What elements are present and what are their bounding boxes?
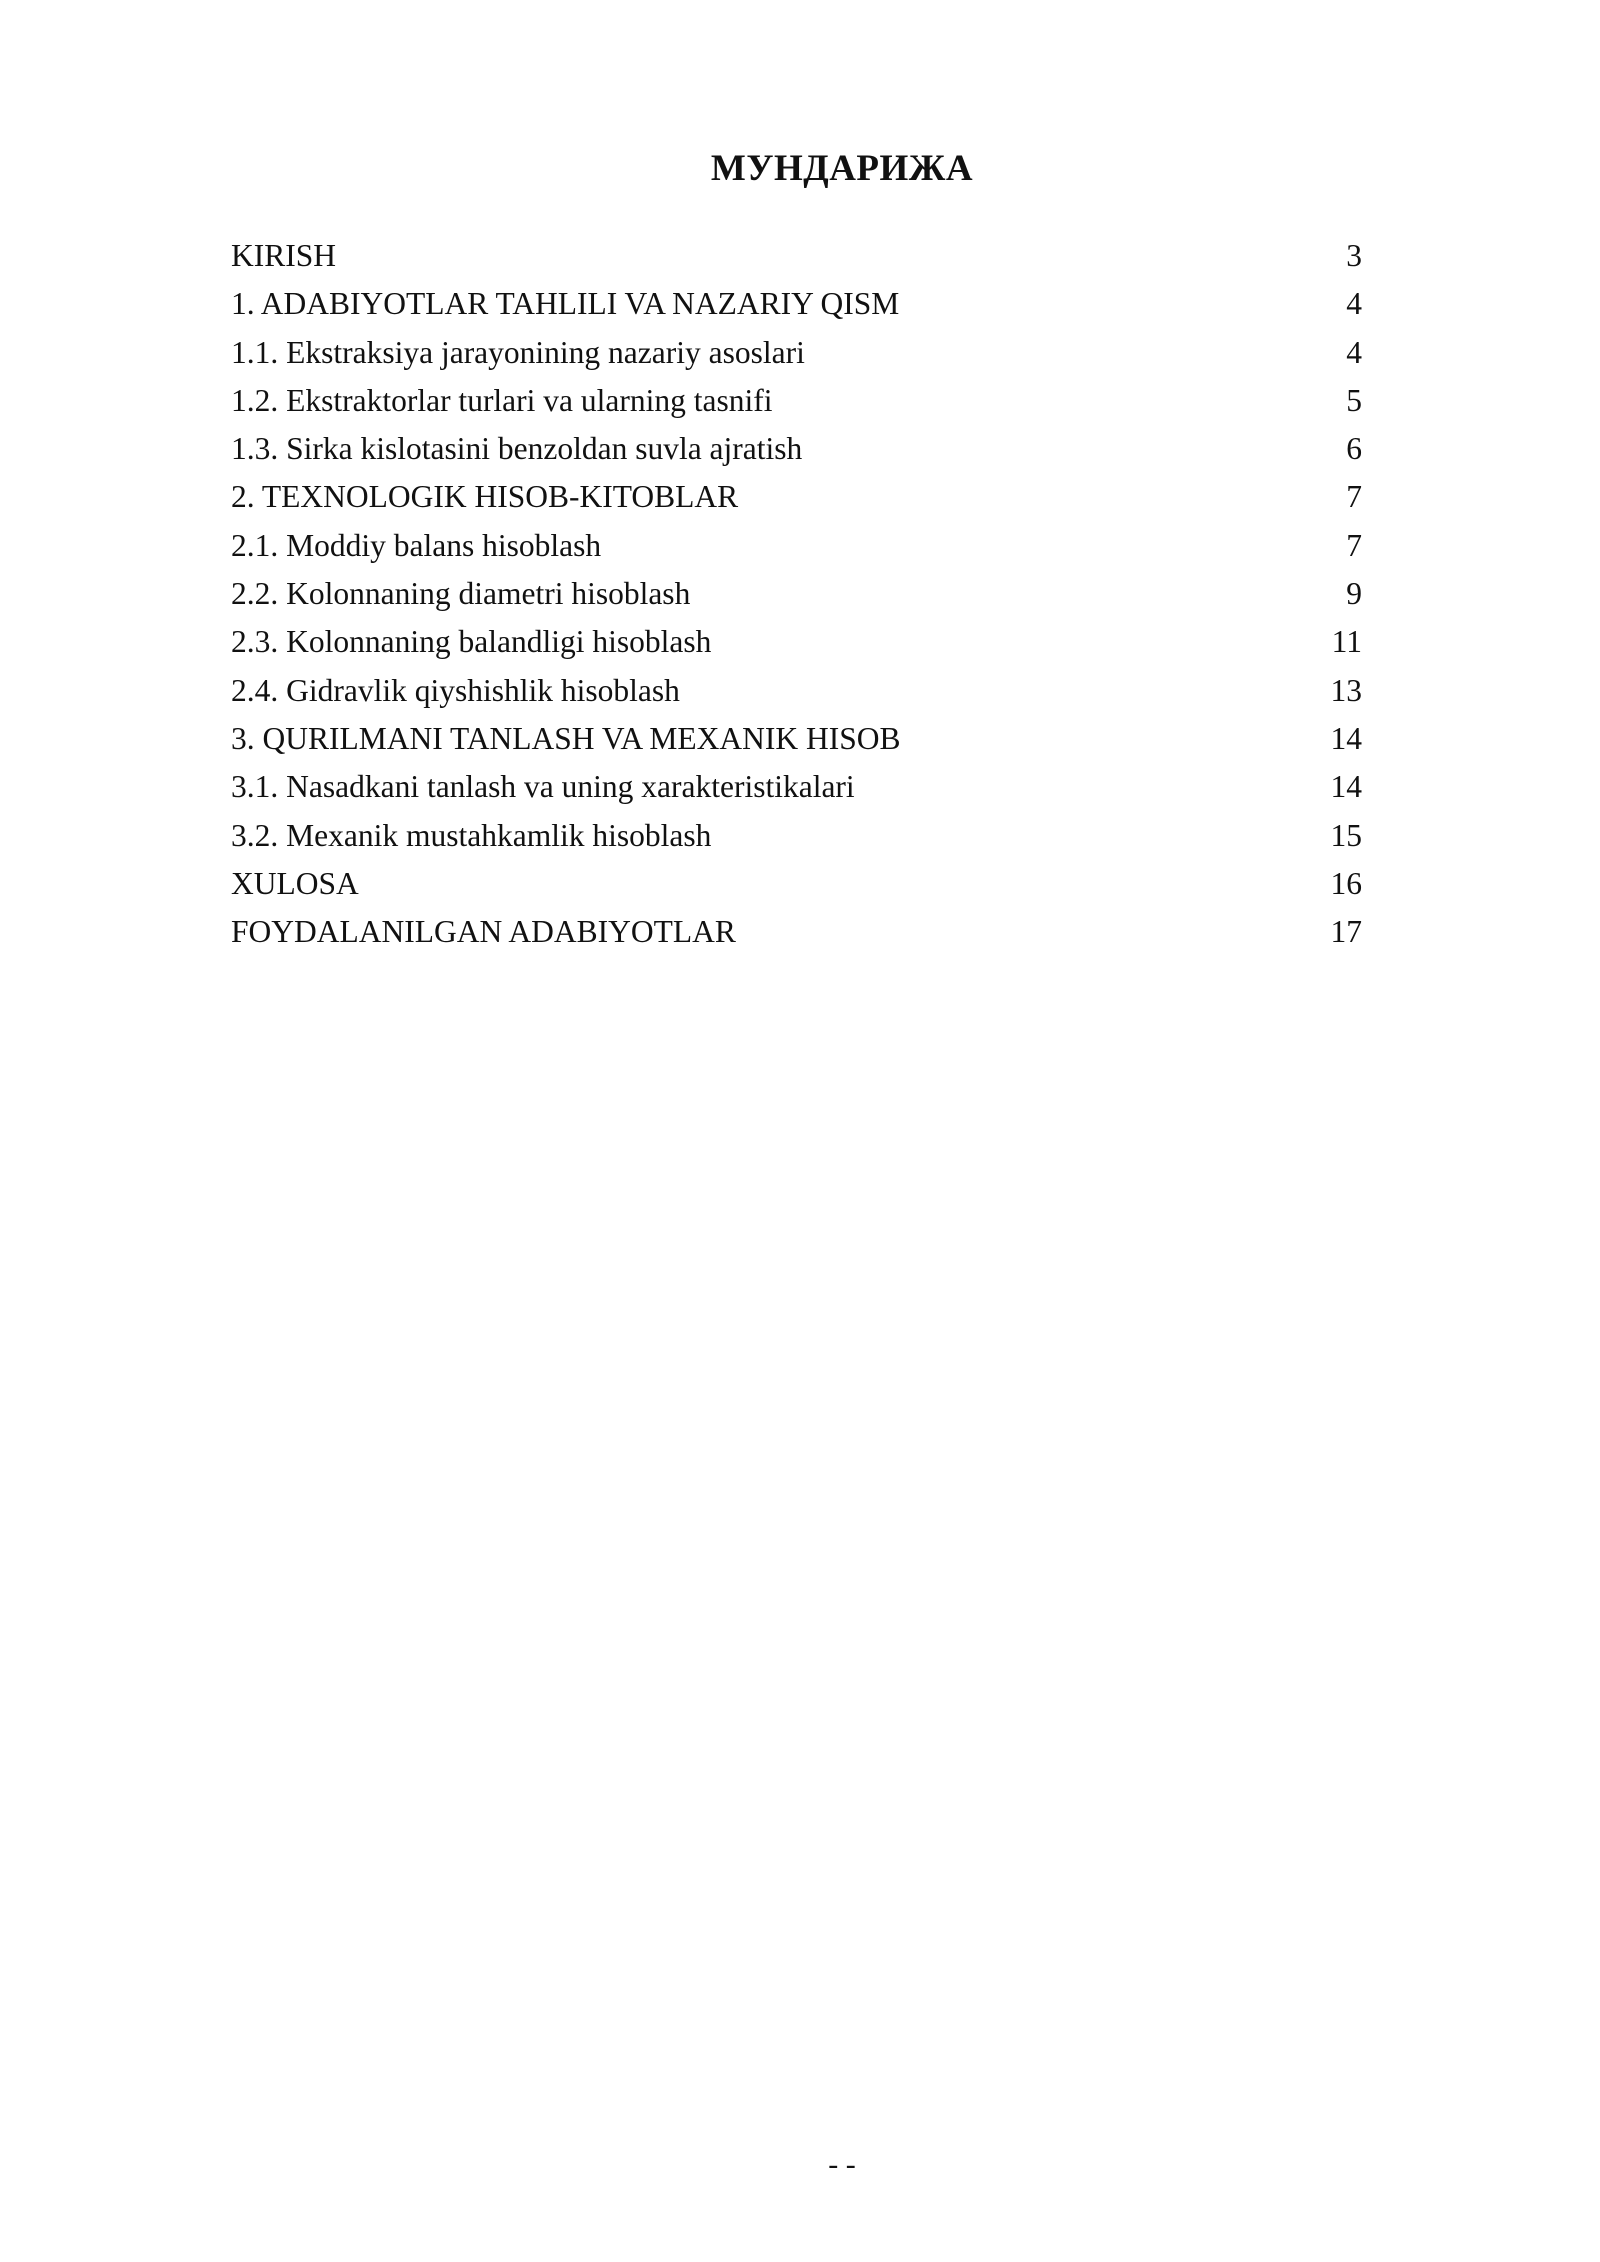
toc-entry (231, 667, 1362, 715)
toc-entry (231, 280, 1362, 328)
toc-entry-page: 14 (1330, 769, 1362, 805)
toc-entry-label: 1.1. Ekstraksiya jarayonining nazariy asoslari (231, 334, 805, 370)
toc-entry (231, 473, 1362, 521)
toc-entry-page: 4 (1346, 334, 1362, 370)
toc-entry-label: 2.4. Gidravlik qiyshishlik hisoblash (231, 672, 680, 708)
toc-entry-page: 3 (1346, 238, 1362, 273)
page-title: МУНДАРИЖА (710, 148, 974, 189)
toc-entry (231, 763, 1362, 811)
toc-entry-label: 2. TEXNOLOGIK HISOB-KITOBLAR (231, 479, 739, 515)
toc-entry-page: 11 (1331, 624, 1362, 660)
toc-entry-label: 2.1. Moddiy balans hisoblash (231, 527, 602, 563)
toc-entry-page: 6 (1346, 431, 1362, 467)
toc-entry-label: KIRISH (231, 238, 337, 273)
toc-entry-label: 2.2. Kolonnaning diametri hisoblash (231, 576, 691, 612)
toc-entry-label: 1.2. Ekstraktorlar turlari va ularning tasnifi (231, 382, 773, 418)
toc-entry (231, 522, 1362, 570)
toc-entry-page: 5 (1346, 382, 1362, 418)
table-of-contents (231, 232, 1362, 956)
toc-entry (231, 329, 1362, 377)
toc-entry-label: FOYDALANILGAN ADABIYOTLAR (231, 914, 736, 950)
toc-entry-label: 3.2. Mexanik mustahkamlik hisoblash (231, 817, 712, 853)
toc-entry (231, 377, 1362, 425)
toc-entry-page: 15 (1330, 817, 1362, 853)
toc-entry-label: 1.3. Sirka kislotasini benzoldan suvla ajratish (231, 431, 803, 467)
toc-entry (231, 570, 1362, 618)
toc-entry (231, 715, 1362, 763)
toc-entry (231, 618, 1362, 666)
toc-entry-label: 1. ADABIYOTLAR TAHLILI VA NAZARIY QISM (231, 286, 900, 322)
toc-entry-page: 7 (1346, 527, 1362, 563)
toc-entry (231, 425, 1362, 473)
toc-entry-page: 4 (1346, 286, 1362, 322)
toc-entry (231, 908, 1362, 956)
toc-entry-page: 13 (1330, 672, 1362, 708)
toc-entry-page: 17 (1330, 914, 1362, 950)
toc-entry-page: 14 (1330, 720, 1362, 756)
toc-entry-label: 2.3. Kolonnaning balandligi hisoblash (231, 624, 712, 660)
toc-entry (231, 860, 1362, 908)
toc-entry-label: XULOSA (231, 865, 359, 901)
toc-entry-page: 9 (1346, 576, 1362, 612)
toc-entry (231, 232, 1362, 280)
toc-entry (231, 812, 1362, 860)
toc-entry-label: 3.1. Nasadkani tanlash va uning xarakteristikalari (231, 769, 855, 805)
page-footer: - - (828, 2148, 856, 2181)
toc-entry-page: 16 (1330, 865, 1362, 901)
toc-entry-page: 7 (1346, 479, 1362, 515)
toc-entry-label: 3. QURILMANI TANLASH VA MEXANIK HISOB (231, 720, 901, 756)
